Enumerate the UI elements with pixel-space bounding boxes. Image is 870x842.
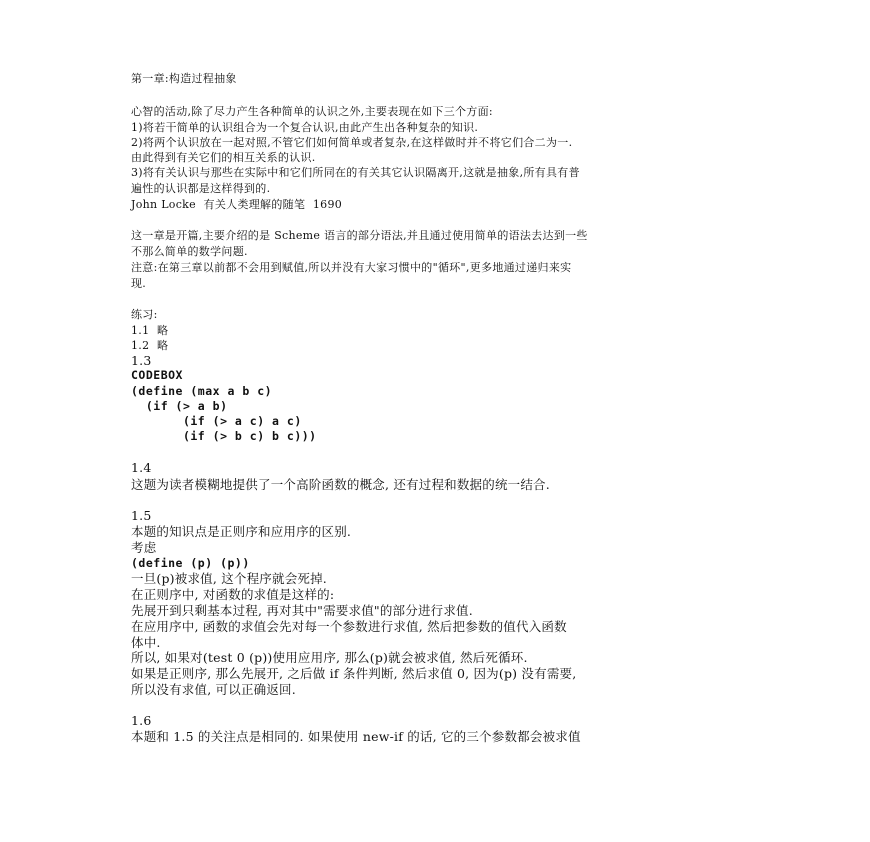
code-line: (if (> a c) a c)	[131, 414, 302, 428]
codebox-label: CODEBOX	[131, 368, 183, 382]
exercise-1-1: 1.1 略	[131, 324, 169, 337]
chapter-title: 第一章:构造过程抽象	[131, 72, 237, 85]
exercise-1-5-line: 先展开到只剩基本过程, 再对其中"需要求值"的部分进行求值.	[131, 603, 473, 618]
quote-point-1: 1)将若干简单的认识组合为一个复合认识,由此产生出各种复杂的知识.	[131, 121, 479, 134]
quote-source: John Locke 有关人类理解的随笔 1690	[131, 198, 343, 211]
exercise-1-5-line: 如果是正则序, 那么先展开, 之后做 if 条件判断, 然后求值 0, 因为(p) 没有需要,	[131, 666, 577, 681]
exercise-1-5-line: 一旦(p)被求值, 这个程序就会死掉.	[131, 571, 327, 586]
exercise-1-5-line: 考虑	[131, 540, 157, 555]
code-line: (define (max a b c)	[131, 384, 273, 398]
exercise-1-5-code: (define (p) (p))	[131, 556, 250, 570]
exercise-1-6-heading: 1.6	[131, 713, 152, 728]
code-line: (if (> b c) b c)))	[131, 429, 317, 443]
exercise-1-6-line: 本题和 1.5 的关注点是相同的. 如果使用 new-if 的话, 它的三个参数都会被求值	[131, 729, 581, 744]
exercise-1-4-text: 这题为读者模糊地提供了一个高阶函数的概念, 还有过程和数据的统一结合.	[131, 477, 550, 492]
exercise-1-5-line: 所以没有求值, 可以正确返回.	[131, 682, 296, 697]
quote-point-2: 2)将两个认识放在一起对照,不管它们如何简单或者复杂,在这样做时并不将它们合二为一.	[131, 136, 573, 149]
intro-text-cont: 不那么简单的数学问题.	[131, 245, 248, 258]
exercise-1-5-line: 在应用序中, 函数的求值会先对每一个参数进行求值, 然后把参数的值代入函数	[131, 619, 567, 634]
code-line: (if (> a b)	[131, 399, 228, 413]
exercise-1-5-line: 在正则序中, 对函数的求值是这样的:	[131, 587, 335, 602]
exercise-1-5-line: 体中.	[131, 635, 161, 650]
quote-point-3: 3)将有关认识与那些在实际中和它们所同在的有关其它认识隔离开,这就是抽象,所有具有普	[131, 166, 580, 179]
exercise-1-5-line: 所以, 如果对(test 0 (p))使用应用序, 那么(p)就会被求值, 然后死循环.	[131, 650, 528, 665]
exercise-1-4-heading: 1.4	[131, 460, 152, 475]
exercise-1-5-line: 本题的知识点是正则序和应用序的区别.	[131, 524, 352, 539]
quote-point-3-cont: 遍性的认识都是这样得到的.	[131, 182, 271, 195]
exercise-1-3-heading: 1.3	[131, 353, 152, 368]
note-text-cont: 现.	[131, 277, 147, 290]
exercise-1-5-heading: 1.5	[131, 508, 152, 523]
exercise-1-2: 1.2 略	[131, 339, 169, 352]
quote-intro: 心智的活动,除了尽力产生各种简单的认识之外,主要表现在如下三个方面:	[131, 105, 493, 118]
note-text: 注意:在第三章以前都不会用到赋值,所以并没有大家习惯中的"循环",更多地通过递归来实	[131, 261, 572, 274]
quote-point-2-cont: 由此得到有关它们的相互关系的认识.	[131, 151, 316, 164]
exercises-label: 练习:	[131, 308, 158, 321]
intro-text: 这一章是开篇,主要介绍的是 Scheme 语言的部分语法,并且通过使用简单的语法去达到一些	[131, 229, 588, 242]
